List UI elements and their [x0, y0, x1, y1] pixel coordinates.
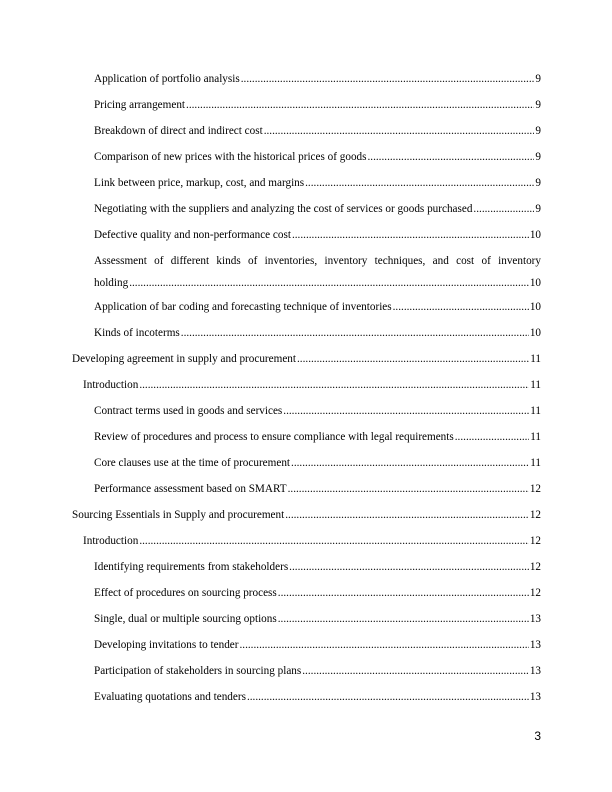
toc-entry-title: Developing invitations to tender: [94, 639, 239, 651]
toc-leader: [181, 326, 529, 340]
toc-page-number: 9: [535, 125, 541, 137]
toc-entry-title: Participation of stakeholders in sourcing plans: [94, 665, 302, 677]
toc-leader: [285, 508, 529, 522]
toc-entry-title: Review of procedures and process to ensure compliance with legal requirements: [94, 431, 454, 443]
toc-entry[interactable]: [94, 72, 541, 86]
toc-leader: [139, 534, 529, 548]
toc-entry-title: Effect of procedures on sourcing process: [94, 587, 277, 599]
toc-entry-title: Defective quality and non-performance cost: [94, 229, 291, 241]
toc-leader: [264, 124, 535, 138]
toc-entry[interactable]: [94, 326, 541, 340]
toc-entry[interactable]: [94, 430, 541, 444]
toc-leader: [129, 276, 529, 290]
toc-leader: [239, 638, 528, 652]
toc-entry-title: Pricing arrangement: [94, 99, 186, 111]
toc-entry[interactable]: [72, 508, 541, 522]
toc-entry[interactable]: [94, 404, 541, 418]
toc-page-number: 9: [535, 151, 541, 163]
toc-page-number: 13: [529, 639, 541, 651]
toc-entry[interactable]: [94, 664, 541, 678]
toc-page-number: 13: [529, 613, 541, 625]
toc-page-number: 11: [530, 405, 541, 417]
toc-entry[interactable]: [94, 254, 541, 290]
toc-entry-title: Breakdown of direct and indirect cost: [94, 125, 263, 137]
toc-leader: [247, 690, 529, 704]
toc-entry[interactable]: [94, 228, 541, 242]
toc-entry-title: Evaluating quotations and tenders: [94, 691, 246, 703]
toc-entry-title: Single, dual or multiple sourcing options: [94, 613, 277, 625]
toc-leader: [278, 612, 529, 626]
toc-entry[interactable]: [94, 98, 541, 112]
toc-leader: [289, 560, 529, 574]
toc-entry-title: Identifying requirements from stakeholders: [94, 561, 289, 573]
toc-page-number: 9: [535, 177, 541, 189]
toc-entry-title: Application of portfolio analysis: [94, 73, 240, 85]
toc-page-number: 13: [529, 665, 541, 677]
toc-leader: [241, 72, 535, 86]
toc-entry[interactable]: [94, 456, 541, 470]
toc-entry[interactable]: [94, 560, 541, 574]
toc-entry[interactable]: [94, 586, 541, 600]
toc-leader: [393, 300, 529, 314]
toc-entry-title: Contract terms used in goods and services: [94, 405, 283, 417]
toc-entry-title: Developing agreement in supply and procurement: [72, 353, 296, 365]
toc-page-number: 12: [529, 535, 541, 547]
toc-leader: [292, 228, 529, 242]
toc-page-number: 10: [529, 301, 541, 313]
toc-entry-title: Link between price, markup, cost, and margins: [94, 177, 305, 189]
toc-leader: [139, 378, 529, 392]
toc-entry[interactable]: [94, 150, 541, 164]
toc-page-number: 9: [535, 99, 541, 111]
toc-page-number: 9: [535, 73, 541, 85]
toc-page-number: 11: [530, 379, 541, 391]
toc-entry-title: Introduction: [83, 535, 139, 547]
toc-leader: [288, 482, 529, 496]
toc-entry-title-line2: holding: [94, 277, 129, 289]
toc-entry-title: Comparison of new prices with the historical prices of goods: [94, 151, 367, 163]
toc-entry-title: Sourcing Essentials in Supply and procurement: [72, 509, 285, 521]
toc-entry[interactable]: [94, 176, 541, 190]
toc-entry-title: Performance assessment based on SMART: [94, 483, 287, 495]
toc-page-number: 11: [530, 457, 541, 469]
toc-page-number: 10: [529, 229, 541, 241]
toc-entry-title: Kinds of incoterms: [94, 327, 180, 339]
toc-leader: [291, 456, 529, 470]
toc-leader: [455, 430, 529, 444]
toc-page-number: 10: [529, 277, 541, 289]
toc-page-number: 12: [529, 509, 541, 521]
toc-leader: [302, 664, 529, 678]
toc-leader: [297, 352, 529, 366]
toc-entry[interactable]: [94, 202, 541, 216]
toc-entry-title: Application of bar coding and forecasting technique of inventories: [94, 301, 392, 313]
toc-page-number: 10: [529, 327, 541, 339]
toc-entry-title: Introduction: [83, 379, 139, 391]
toc-entry-title: Negotiating with the suppliers and analyzing the cost of services or goods purchased: [94, 203, 473, 215]
toc-entry[interactable]: [94, 612, 541, 626]
toc-entry[interactable]: [72, 352, 541, 366]
toc-entry[interactable]: [94, 482, 541, 496]
toc-leader: [473, 202, 534, 216]
toc-page-number: 9: [535, 203, 541, 215]
toc-leader: [186, 98, 534, 112]
toc-leader: [283, 404, 529, 418]
toc-page-number: 11: [530, 431, 541, 443]
toc-leader: [305, 176, 534, 190]
toc-leader: [278, 586, 529, 600]
toc-entry[interactable]: [94, 638, 541, 652]
toc-page-number: 11: [530, 353, 541, 365]
toc-entry[interactable]: [94, 690, 541, 704]
toc-entry[interactable]: [83, 534, 541, 548]
toc-page-number: 12: [529, 483, 541, 495]
toc-entry-title: Core clauses use at the time of procurement: [94, 457, 291, 469]
toc-entry[interactable]: [94, 300, 541, 314]
toc-page-number: 12: [529, 561, 541, 573]
page-number: 3: [534, 729, 541, 743]
toc-entry[interactable]: [83, 378, 541, 392]
toc-entry[interactable]: [94, 124, 541, 138]
toc-entry-title-line1: Assessment of different kinds of inventories, inventory techniques, and cost of inventory: [94, 255, 541, 267]
toc-page-number: 12: [529, 587, 541, 599]
toc-leader: [367, 150, 534, 164]
toc-page-number: 13: [529, 691, 541, 703]
